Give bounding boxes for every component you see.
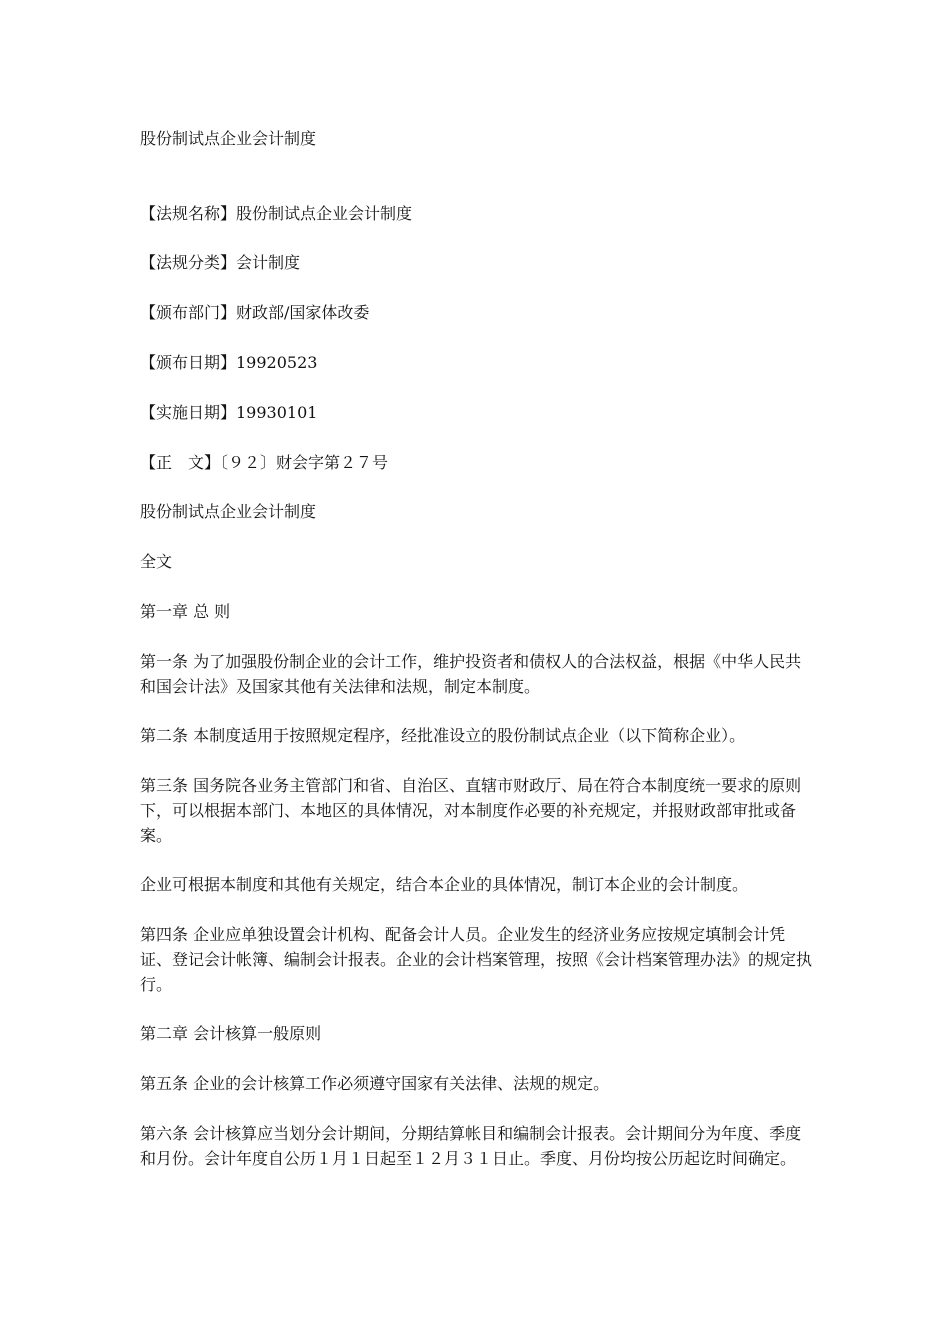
meta-issue-date: 【颁布日期】19920523 <box>140 353 318 372</box>
meta-department: 【颁布部门】财政部/国家体改委 <box>140 303 370 322</box>
meta-body-ref: 【正 文】〔９２〕财会字第２７号 <box>140 453 389 472</box>
meta-category: 【法规分类】会计制度 <box>140 253 301 272</box>
article-paragraph: 第六条 会计核算应当划分会计期间，分期结算帐目和编制会计报表。会计期间分为年度、季度和月份。会计年度自公历１月１日起至１２月３１日止。季度、月份均按公历起讫时间确定。 <box>140 1124 802 1168</box>
chapter-heading: 第二章 会计核算一般原则 <box>140 1024 322 1043</box>
article-paragraph: 第一条 为了加强股份制企业的会计工作，维护投资者和债权人的合法权益，根据《中华人民共和国会计法》及国家其他有关法律和法规，制定本制度。 <box>140 652 802 696</box>
document-title: 股份制试点企业会计制度 <box>140 129 317 148</box>
article-paragraph: 第三条 国务院各业务主管部门和省、自治区、直辖市财政厅、局在符合本制度统一要求的原则下，可以根据本部门、本地区的具体情况，对本制度作必要的补充规定，并报财政部审批或备案。 <box>140 776 802 845</box>
meta-name: 【法规名称】股份制试点企业会计制度 <box>140 204 413 223</box>
fulltext-label: 全文 <box>140 552 173 571</box>
meta-effective-date: 【实施日期】19930101 <box>140 403 318 422</box>
chapter-heading: 第一章 总 则 <box>140 602 231 621</box>
article-paragraph: 第五条 企业的会计核算工作必须遵守国家有关法律、法规的规定。 <box>140 1074 610 1093</box>
article-paragraph: 第二条 本制度适用于按照规定程序，经批准设立的股份制试点企业（以下简称企业）。 <box>140 726 746 745</box>
document-heading: 股份制试点企业会计制度 <box>140 502 317 521</box>
article-paragraph: 企业可根据本制度和其他有关规定，结合本企业的具体情况，制订本企业的会计制度。 <box>140 875 749 894</box>
article-paragraph: 第四条 企业应单独设置会计机构、配备会计人员。企业发生的经济业务应按规定填制会计凭证、登记会计帐簿、编制会计报表。企业的会计档案管理，按照《会计档案管理办法》的规定执行。 <box>140 925 813 994</box>
